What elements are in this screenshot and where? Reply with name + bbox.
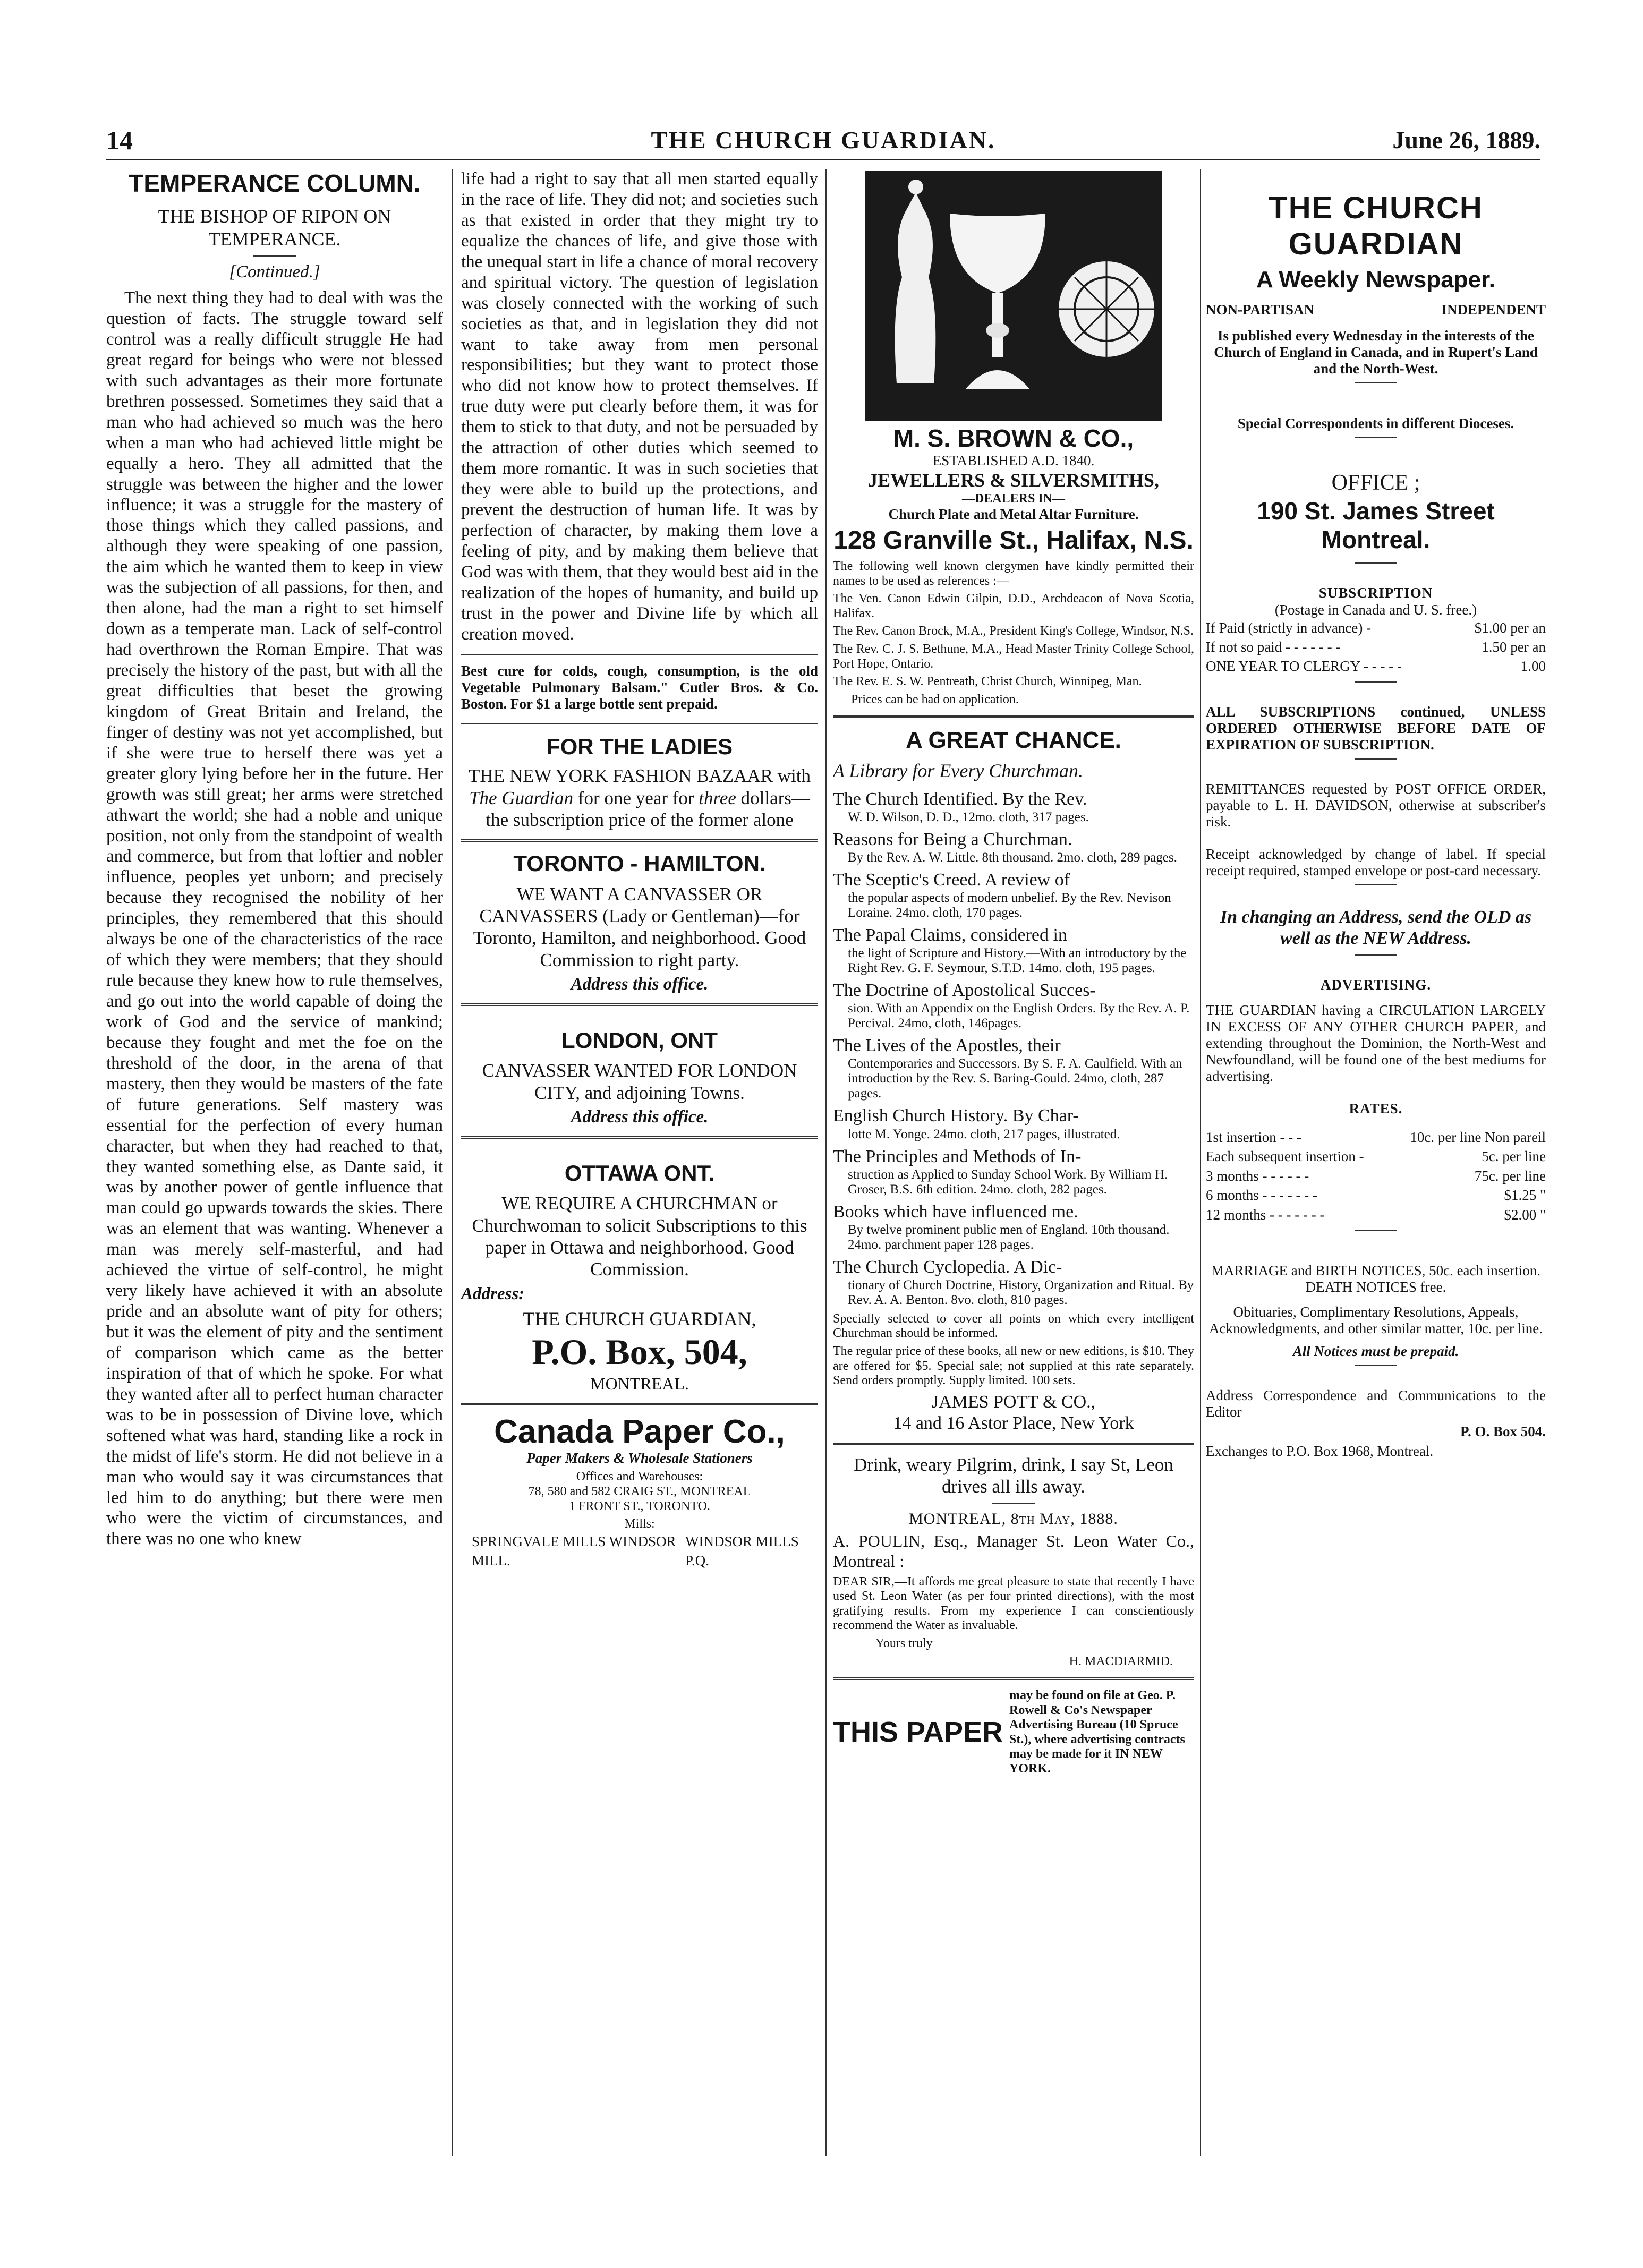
library-book [833,1201,1194,1252]
library-book [833,869,1194,920]
ottawa-address-label: Address: [461,1284,525,1303]
ladies-paper-name: The Guardian [469,787,574,808]
book-title: The Papal Claims, considered in [833,925,1067,945]
separator [1355,884,1397,885]
separator [1355,758,1397,760]
toronto-address: Address this office. [571,974,709,994]
exchanges-address: Exchanges to P.O. Box 1968, Montreal. [1206,1443,1434,1460]
book-title: The Sceptic's Creed. A review of [833,869,1070,890]
po-box: P. O. Box 504. [1460,1423,1546,1440]
plate-icon [1059,261,1154,357]
postage-note: (Postage in Canada and U. S. free.) [1274,601,1477,618]
canada-paper-mills [461,1532,818,1571]
correspondence-address: Address Correspondence and Communications to the Editor [1206,1387,1546,1420]
ad-rate [1206,1128,1546,1147]
canada-paper-tagline: Paper Makers & Wholesale Stationers [526,1450,753,1466]
marriage-notice: MARRIAGE and BIRTH NOTICES, 50c. each insertion. DEATH NOTICES free. [1211,1263,1541,1295]
brown-reference: The Ven. Canon Edwin Gilpin, D.D., Archdeacon of Nova Scotia, Halifax. [833,592,1194,620]
rate-label: 6 months - - - - - - - [1206,1187,1317,1204]
great-chance-ad [833,727,1194,1434]
ottawa-city: MONTREAL. [590,1374,689,1394]
book-details: By twelve prominent public men of England. 10th thousand. 24mo. parchment paper 128 pages. [848,1222,1170,1252]
rates-heading: RATES. [1349,1100,1403,1116]
this-paper-text: may be found on file at Geo. P. Rowell & Co's Newspaper Advertising Bureau (10 Spruce St.), where advertising contracts may be made for it IN NEW YORK. [1009,1689,1185,1776]
brown-name: M. S. BROWN & CO., [893,424,1134,452]
ottawa-name: THE CHURCH GUARDIAN, [523,1308,756,1329]
library-book [833,1257,1194,1308]
brown-address: 128 Granville St., Halifax, N.S. [833,526,1194,555]
continued-label: [Continued.] [229,262,320,282]
drink-letter: DEAR SIR,—It affords me great pleasure to state that recently I have used St. Leon Water (as per four printed directions), with the most gratifying results. From my experience I can conscientiously recommend the Water as invaluable. [833,1574,1194,1633]
library-book [833,1035,1194,1101]
temperance-title: TEMPERANCE COLUMN. [129,169,421,197]
rate-value: $1.25 " [1504,1187,1546,1204]
brown-reference: The Rev. C. J. S. Bethune, M.A., Head Master Trinity College School, Port Hope, Ontario. [833,642,1194,671]
book-details: lotte M. Yonge. 24mo. cloth, 217 pages, illustrated. [848,1127,1120,1141]
ad-rate [1206,1166,1546,1186]
book-details: Contemporaries and Successors. By S. F. A. Caulfield. With an introduction by the Rev. S. Baring-Gould. 24mo, cloth, 287 pages. [848,1056,1182,1101]
separator [1355,1365,1397,1366]
mill-right: WINDSOR MILLS P.Q. [685,1533,799,1569]
cure-text: Best cure for colds, cough, consumption, is the old Vegetable Pulmonary Balsam." Cutler Bros. & Co. Boston. For $1 a large bottle sent prepaid. [461,662,818,712]
correspondents: Special Correspondents in different Dioceses. [1237,415,1514,432]
subscription-rate [1206,637,1546,656]
drink-closing: Yours truly [875,1636,933,1650]
london-address: Address this office. [571,1107,709,1127]
ladies-ad [461,734,818,831]
separator [461,1403,818,1405]
partisan-line [1206,300,1546,319]
rate-label: ONE YEAR TO CLERGY - - - - - [1206,658,1402,675]
ladies-text-part: THE NEW YORK FASHION BAZAAR with [469,765,811,787]
book-details: tionary of Church Doctrine, History, Organization and Ritual. By Rev. A. A. Benton. 8vo. cloth, 810 pages. [848,1277,1194,1307]
brown-dealers: —DEALERS IN— [961,491,1066,506]
receipt-notice: Receipt acknowledged by change of label. If special receipt required, stamped envelope or post-card necessary. [1206,846,1546,879]
column-rule [825,169,827,2156]
column-2 [461,169,818,2156]
canada-paper-address: 78, 580 and 582 CRAIG ST., MONTREAL [528,1485,751,1498]
page-number: 14 [106,125,133,155]
publisher-address: 14 and 16 Astor Place, New York [893,1413,1134,1433]
brown-established: ESTABLISHED A.D. 1840. [932,453,1095,469]
book-details: struction as Applied to Sunday School Work. By William H. Groser, B.S. 6th edition. 24mo. cloth, 282 pages. [848,1167,1168,1197]
separator [1355,562,1397,564]
rate-value: 75c. per line [1474,1167,1546,1184]
library-book [833,980,1194,1031]
rate-value: 1.00 [1520,658,1546,675]
london-heading: LONDON, ONT [561,1027,718,1053]
column-4 [1206,169,1546,2156]
separator [1355,1230,1397,1231]
book-title: The Doctrine of Apostolical Succes- [833,980,1096,1001]
drink-headline: Drink, weary Pilgrim, drink, I say St, Leon drives all ills away. [854,1454,1173,1497]
article-continuation: life had a right to say that all men started equally in the race of life. They did not; and societies such as that existed in order that they might try to equalize the chances of life, and give those with the unequal start in life a chance of moral recovery and spiritual victory. The question of legislation was closely connected with the working of such societies as that, and in legislation they did not want to take away from men personal responsibilities; but they want to protect those who did not know how to protect themselves. If true duty were put clearly before them, it was for them to stick to that duty, and not be persuaded by the attraction of other duties which seemed to them more romantic. It was in such societies that they were able to build up the protections, and prevent the destruction of human life. It was by perfection of character, by making them love a feeling of pity, and by making them believe that God was with them, that they would best aid in the realization of the hopes of humanity, and build up trust in the power and Divine life by which all creation moved. [461,169,818,644]
book-title: The Church Cyclopedia. A Dic- [833,1257,1062,1277]
ladies-heading: FOR THE LADIES [546,734,733,759]
separator [833,1443,1194,1445]
rate-value: 5c. per line [1482,1148,1546,1165]
ladies-text-part: dollars—the subscription price of the former alone [486,787,810,830]
publisher-name: JAMES POTT & CO., [931,1392,1096,1412]
rate-label: 3 months - - - - - - [1206,1167,1309,1184]
drink-addressee: A. POULIN, Esq., Manager St. Leon Water Co., Montreal : [833,1531,1194,1571]
address-change-notice: In changing an Address, send the OLD as well as the NEW Address. [1220,907,1532,949]
column-rule [1200,169,1201,2156]
book-details: the popular aspects of modern unbelief. By the Rev. Nevison Loraine. 24mo. cloth, 170 pages. [848,891,1171,920]
ladies-three: three [699,787,736,808]
rate-label: 1st insertion - - - [1206,1129,1301,1145]
canada-paper-mills-label: Mills: [624,1517,655,1531]
ottawa-box: P.O. Box, 504, [532,1332,747,1372]
chance-note: The regular price of these books, all new or new editions, is $10. They are offered for $5. Special sale; not supplied at this rate separately. Send orders promptly. Supply limited. 100 sets. [833,1344,1194,1388]
advertising-heading: ADVERTISING. [1320,977,1432,993]
ladies-text-part: for one year for [577,787,694,808]
office-label: OFFICE ; [1331,471,1420,496]
drink-dateline: MONTREAL, 8th May, 1888. [909,1510,1118,1528]
subscription-rate [1206,618,1546,637]
obituaries-notice: Obituaries, Complimentary Resolutions, Appeals, Acknowledgments, and other similar matter, 10c. per line. [1209,1304,1543,1337]
page-header [106,125,1540,160]
brown-trade: JEWELLERS & SILVERSMITHS, [868,470,1159,491]
independent-label: INDEPENDENT [1441,301,1546,318]
canada-paper-name: Canada Paper Co., [494,1413,785,1451]
continued-notice: ALL SUBSCRIPTIONS continued, UNLESS ORDERED OTHERWISE BEFORE DATE OF EXPIRATION OF SUBSCRIPTION. [1206,703,1546,753]
book-details: W. D. Wilson, D. D., 12mo. cloth, 317 pages. [848,809,1089,824]
brown-advertisement [833,171,1194,707]
canada-paper-ad [461,1414,818,1570]
book-title: The Lives of the Apostles, their [833,1036,1061,1056]
cure-advertisement [461,654,818,724]
mill-left: SPRINGVALE MILLS WINDSOR MILL. [472,1533,676,1569]
chalice-and-plate-illustration [865,171,1162,421]
rate-value: 10c. per line Non pareil [1410,1129,1546,1145]
book-title: The Principles and Methods of In- [833,1146,1082,1166]
separator [833,1677,1194,1680]
separator [992,1503,1035,1504]
london-text: CANVASSER WANTED FOR LONDON CITY, and adjoining Towns. [482,1060,797,1103]
this-paper-ad [833,1689,1194,1777]
rate-label: If not so paid - - - - - - - [1206,639,1341,655]
rate-value: $1.00 per an [1474,619,1546,636]
guardian-masthead: THE CHURCH GUARDIAN [1269,191,1483,262]
separator [461,839,818,842]
rate-label: Each subsequent insertion - [1206,1148,1364,1165]
issue-date: June 26, 1889. [1392,126,1540,154]
article-paragraph: The next thing they had to deal with was the question of facts. The struggle toward self control was a really difficult struggle He had great regard for beings who were not blessed with such advantages as their more fortunate brethren possessed. Sometimes they said that a man who had achieved so much was the hero when a man who had achieved little might be equally a hero. They all admitted that the struggle was between the higher and the lower influence; it was a struggle for the mastery of those things which they called passions, and although they were speaking of one passion, the aim which he wanted them to keep in view was the subjection of all passions, for then, and then alone, had the man a right to set himself down as a temperate man. Lack of self-control had overthrown the Roman Empire. That was precisely the history of the past, but with all the great difficulties that beset the growing kingdom of Great Britain and Ireland, the finger of destiny was not yet accomplished, but if she were true to herself there was yet a greater glory lying before her in the future. Her growth was still great; her arms were stretched athwart the world; she had a noble and unique position, not only from the standpoint of wealth and commerce, but from that loftier and nobler influence, peoples yet unborn; and precisely because they recognised the nobility of her principles, they remembered that this should always be one of the characteristics of the race of which they were members; that they should rule because they knew how to rule themselves, and go out into the world capable of doing the work of God and the service of mankind; because they fought and met the foe on the threshold of the door, in the arena of that mastery, then they would be masters of the fate of future generations. Self mastery was essential for the perfection of every human character, but when they had reached to that, they wanted something else, as Dante said, it was by another power of gentle influence that man could go upwards towards the skies. There was an element that was wanting. Whenever a man was merely self-masterful, and had achieved the virtue of self-control, he might very likely have achieved it with an absolute pride and an absolute want of pity for others; but it was the element of pity and the sentiment of comparison which came as the better inspiration of that of which he spoke. For what they wanted after all to perfect human character was to be in possession of Divine love, which softened what was hard, standing like a rock in the midst of life's storm. He did not believe in a man who would say it was circumstances that led him to do anything; but there were men who were the victim of circumstances, and there was no one who knew [106,288,443,1549]
book-title: English Church History. By Char- [833,1106,1079,1126]
ottawa-heading: OTTAWA ONT. [564,1160,715,1186]
book-details: the light of Scripture and History.—With an introductory by the Right Rev. G. F. Seymour, S.T.D. 14mo. cloth, 195 pages. [848,946,1187,976]
st-leon-ad [833,1454,1194,1669]
canada-paper-address: 1 FRONT ST., TORONTO. [569,1499,710,1513]
separator [461,1136,818,1139]
separator [1355,681,1397,683]
subscription-heading: SUBSCRIPTION [1318,585,1433,601]
remittances-notice: REMITTANCES requested by POST OFFICE ORDER, payable to L. H. DAVIDSON, otherwise at subscriber's risk. [1206,781,1546,830]
library-book [833,829,1194,865]
separator [253,255,296,257]
this-paper-big: THIS PAPER [833,1716,1003,1749]
separator [461,1003,818,1006]
masthead-title: THE CHURCH GUARDIAN. [651,126,996,154]
book-details: sion. With an Appendix on the English Orders. By the Rev. A. P. Percival. 24mo, cloth, 146pages. [848,1001,1190,1031]
brown-prices: Prices can be had on application. [851,692,1019,706]
chance-subheading: A Library for Every Churchman. [833,760,1083,782]
book-details: By the Rev. A. W. Little. 8th thousand. 2mo. cloth, 289 pages. [848,850,1177,865]
book-title: Books which have influenced me. [833,1201,1078,1222]
column-rule [452,169,453,2156]
column-3 [833,169,1194,2156]
brown-reference: The Rev. Canon Brock, M.A., President King's College, Windsor, N.S. [833,624,1194,638]
rate-value: $2.00 " [1504,1206,1546,1223]
guardian-tagline: A Weekly Newspaper. [1256,266,1495,293]
ladies-text [461,765,818,831]
article-subtitle: THE BISHOP OF RIPON ON TEMPERANCE. [158,206,391,250]
london-ad [461,1027,818,1128]
brown-goods: Church Plate and Metal Altar Furniture. [888,506,1139,523]
book-title: Reasons for Being a Churchman. [833,829,1072,849]
separator [1355,382,1397,383]
separator [1355,954,1397,956]
toronto-text: WE WANT A CANVASSER OR CANVASSERS (Lady or Gentleman)—for Toronto, Hamilton, and neighborhood. Good Commission to right party. [473,883,806,970]
library-book [833,789,1194,825]
book-title: The Church Identified. By the Rev. [833,789,1087,809]
prepaid-notice: All Notices must be prepaid. [1292,1343,1459,1360]
brown-reference: The Rev. E. S. W. Pentreath, Christ Church, Winnipeg, Man. [833,675,1142,689]
chance-note: Specially selected to cover all points on which every intelligent Churchman should be informed. [833,1311,1194,1341]
advertising-text: THE GUARDIAN having a CIRCULATION LARGELY IN EXCESS OF ANY OTHER CHURCH PAPER, and extending throughout the Dominion, the North-West and Newfoundland, will be found one of the best mediums for advertising. [1206,1002,1546,1084]
ad-rate [1206,1147,1546,1166]
library-book [833,925,1194,976]
ad-rate [1206,1186,1546,1205]
office-address: 190 St. James Street Montreal. [1257,497,1495,554]
canada-paper-offices: Offices and Warehouses: [576,1470,703,1484]
rate-value: 1.50 per an [1482,639,1546,655]
rate-label: 12 months - - - - - - - [1206,1206,1325,1223]
chance-heading: A GREAT CHANCE. [906,727,1121,754]
nonpartisan-label: NON-PARTISAN [1206,301,1315,318]
library-book [833,1146,1194,1197]
ottawa-ad [461,1160,818,1394]
library-book [833,1105,1194,1141]
ad-rate [1206,1205,1546,1224]
brown-intro: The following well known clergymen have kindly permitted their names to be used as references :— [833,559,1194,588]
separator [1355,437,1397,438]
toronto-heading: TORONTO - HAMILTON. [513,851,766,876]
rate-label: If Paid (strictly in advance) - [1206,619,1372,636]
guardian-description: Is published every Wednesday in the interests of the Church of England in Canada, and in Rupert's Land and the North-West. [1214,328,1538,377]
toronto-ad [461,850,818,995]
subscription-rate [1206,656,1546,676]
drink-signature: H. MACDIARMID. [1069,1654,1173,1668]
column-1 [106,169,443,2156]
separator [833,715,1194,718]
ottawa-text: WE REQUIRE A CHURCHMAN or Churchwoman to solicit Subscriptions to this paper in Ottawa and neighborhood. Good Commission. [472,1193,807,1280]
